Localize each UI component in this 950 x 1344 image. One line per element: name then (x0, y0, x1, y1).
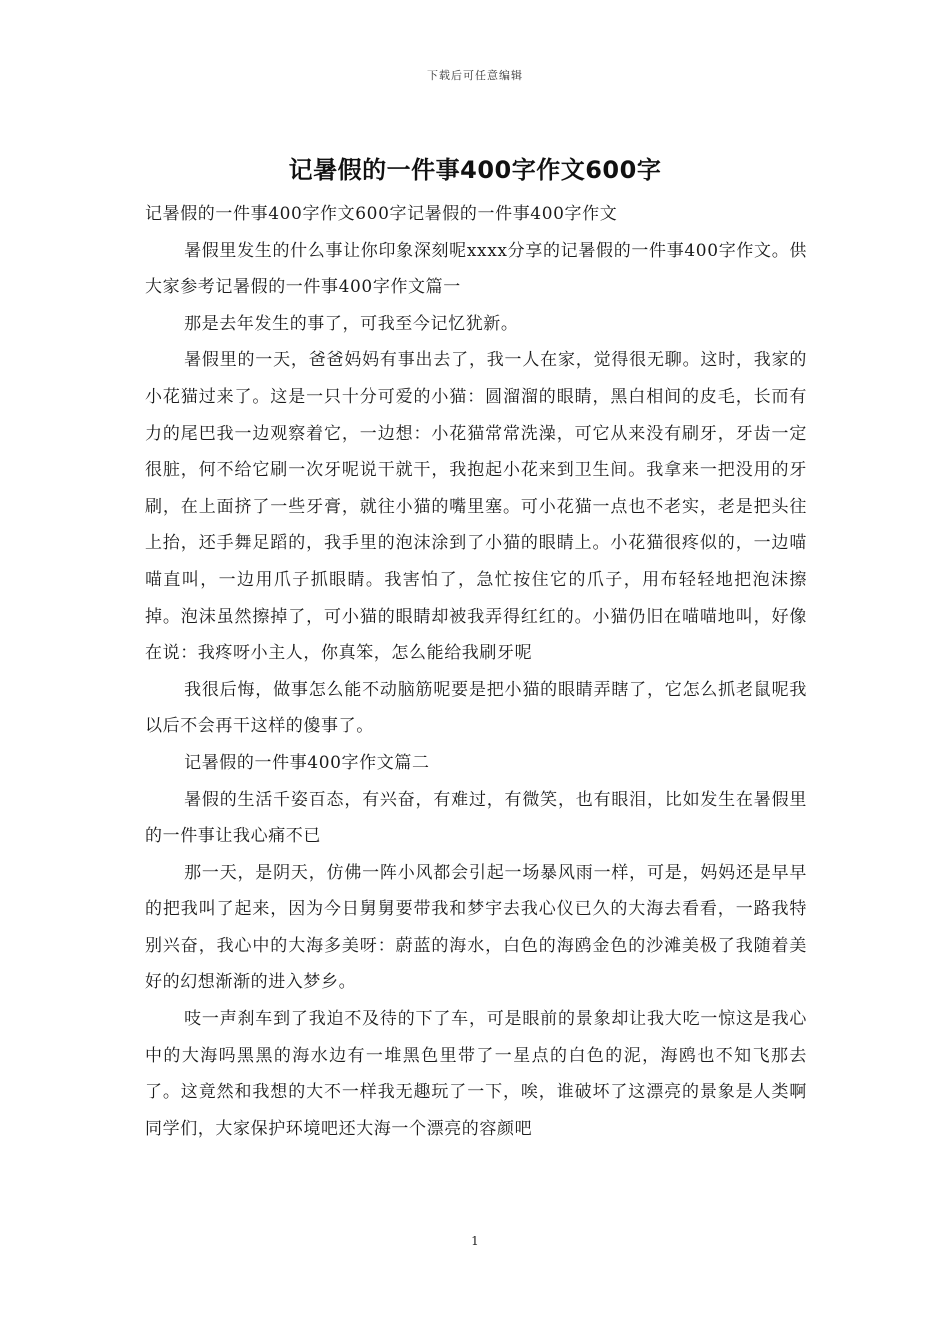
paragraph-intro: 暑假里发生的什么事让你印象深刻呢xxxx分享的记暑假的一件事400字作文。供大家参考记暑假的一件事400字作文篇一 (145, 240, 807, 298)
paragraph: 暑假的生活千姿百态，有兴奋，有难过，有微笑，也有眼泪，比如发生在暑假里的一件事让我心痛不已 (145, 789, 807, 847)
paragraph: 我很后悔，做事怎么能不动脑筋呢要是把小猫的眼睛弄瞎了，它怎么抓老鼠呢我以后不会再干这样的傻事了。 (145, 679, 807, 737)
section-heading: 记暑假的一件事400字作文篇二 (184, 752, 430, 773)
paragraph: 暑假里的一天，爸爸妈妈有事出去了，我一人在家，觉得很无聊。这时，我家的小花猫过来了。这是一只十分可爱的小猫：圆溜溜的眼睛，黑白相间的皮毛，长而有力的尾巴我一边观察着它，一边想：小花猫常常洗澡，可它从来没有刷牙，牙齿一定很脏，何不给它刷一次牙呢说干就干，我抱起小花来到卫生间。我拿来一把没用的牙刷，在上面挤了一些牙膏，就往小猫的嘴里塞。可小花猫一点也不老实，老是把头往上抬，还手舞足蹈的，我手里的泡沫涂到了小猫的眼睛上。小花猫很疼似的，一边喵喵直叫，一边用爪子抓眼睛。我害怕了，急忙按住它的爪子，用布轻轻地把泡沫擦掉。泡沫虽然擦掉了，可小猫的眼睛却被我弄得红红的。小猫仍旧在喵喵地叫，好像在说：我疼呀小主人，你真笨，怎么能给我刷牙呢 (145, 350, 807, 664)
paragraph: 那一天，是阴天，仿佛一阵小风都会引起一场暴风雨一样，可是，妈妈还是早早的把我叫了起来，因为今日舅舅要带我和梦宇去我心仪已久的大海去看看，一路我特别兴奋，我心中的大海多美呀：蔚蓝的海水，白色的海鸥金色的沙滩美极了我随着美好的幻想渐渐的进入梦乡。 (145, 862, 807, 993)
document-title: 记暑假的一件事400字作文600字 (288, 156, 662, 184)
page-header-note: 下载后可任意编辑 (427, 69, 523, 82)
page-number: 1 (471, 1234, 479, 1248)
document-body (145, 196, 807, 1147)
paragraph: 吱一声刹车到了我迫不及待的下了车，可是眼前的景象却让我大吃一惊这是我心中的大海吗黑黑的海水边有一堆黑色里带了一星点的白色的泥，海鸥也不知飞那去了。这竟然和我想的大不一样我无趣玩了一下，唉，谁破坏了这漂亮的景象是人类啊同学们，大家保护环境吧还大海一个漂亮的容颜吧 (145, 1009, 807, 1139)
paragraph-subtitle: 记暑假的一件事400字作文600字记暑假的一件事400字作文 (145, 204, 618, 224)
paragraph: 那是去年发生的事了，可我至今记忆犹新。 (184, 313, 519, 334)
